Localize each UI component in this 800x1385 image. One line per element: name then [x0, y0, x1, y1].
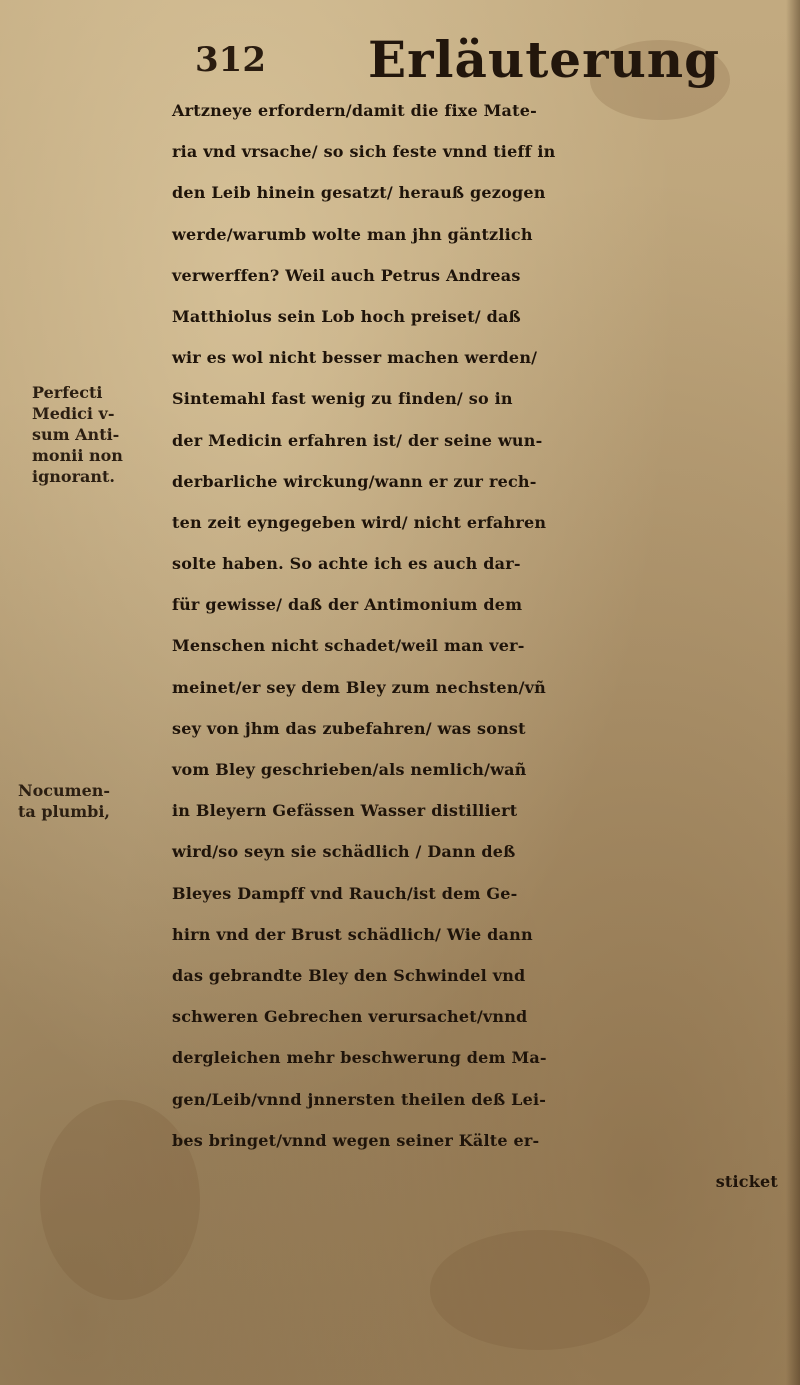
text-line: wird/so seyn sie schädlich / Dann deß	[172, 842, 516, 862]
text-line: sey von jhm das zubefahren/ was sonst	[172, 718, 526, 738]
text-line: verwerffen? Weil auch Petrus Andreas	[172, 265, 521, 285]
text-line: den Leib hinein gesatzt/ herauß gezogen	[172, 183, 546, 203]
text-line: dergleichen mehr beschwerung dem Ma-	[172, 1048, 547, 1068]
text-line: der Medicin erfahren ist/ der seine wun-	[172, 430, 543, 450]
text-line: das gebrandte Bley den Schwindel vnd	[172, 965, 526, 985]
text-line: vom Bley geschrieben/als nemlich/wañ	[172, 760, 527, 779]
text-line: Menschen nicht schadet/weil man ver-	[172, 636, 525, 656]
margin-note-line: Nocumen-	[18, 781, 111, 800]
paper-stain	[430, 1230, 650, 1350]
text-line: bes bringet/vnnd wegen seiner Kälte er-	[172, 1130, 540, 1150]
text-line: schweren Gebrechen verursachet/vnnd	[172, 1007, 528, 1027]
text-line: Bleyes Dampff vnd Rauch/ist dem Ge-	[172, 883, 518, 903]
margin-note-line: Perfecti	[32, 383, 103, 402]
text-line: in Bleyern Gefässen Wasser distilliert	[172, 801, 518, 821]
text-line: werde/warumb wolte man jhn gäntzlich	[172, 224, 533, 244]
text-line: Sintemahl fast wenig zu finden/ so in	[172, 389, 513, 409]
text-line: gen/Leib/vnnd jnnersten theilen deß Lei-	[172, 1089, 547, 1109]
catchword: sticket	[715, 1171, 778, 1191]
text-line: ria vnd vrsache/ so sich feste vnnd tieff in	[172, 142, 556, 162]
margin-note-line: sum Anti-	[32, 425, 120, 444]
page-number: 312	[195, 40, 266, 80]
margin-note-line: ignorant.	[32, 467, 115, 486]
text-line: Artzneye erfordern/damit die fixe Mate-	[172, 101, 537, 120]
margin-note	[32, 382, 172, 487]
text-line: hirn vnd der Brust schädlich/ Wie dann	[172, 924, 533, 944]
margin-note	[18, 780, 158, 822]
running-title: Erläuterung	[368, 30, 721, 89]
body-text	[172, 90, 790, 1202]
text-line: für gewisse/ daß der Antimonium dem	[172, 595, 523, 615]
margin-note-line: monii non	[32, 446, 123, 465]
margin-note-line: Medici v-	[32, 404, 115, 423]
page-header	[0, 22, 800, 92]
text-line: derbarliche wirckung/wann er zur rech-	[172, 471, 537, 491]
text-line: ten zeit eyngegeben wird/ nicht erfahren	[172, 512, 547, 532]
text-line: solte haben. So achte ich es auch dar-	[172, 554, 521, 574]
text-line: wir es wol nicht besser machen werden/	[172, 348, 538, 368]
text-line: Matthiolus sein Lob hoch preiset/ daß	[172, 306, 521, 326]
margin-note-line: ta plumbi,	[18, 802, 110, 821]
text-line: meinet/er sey dem Bley zum nechsten/vñ	[172, 677, 546, 697]
